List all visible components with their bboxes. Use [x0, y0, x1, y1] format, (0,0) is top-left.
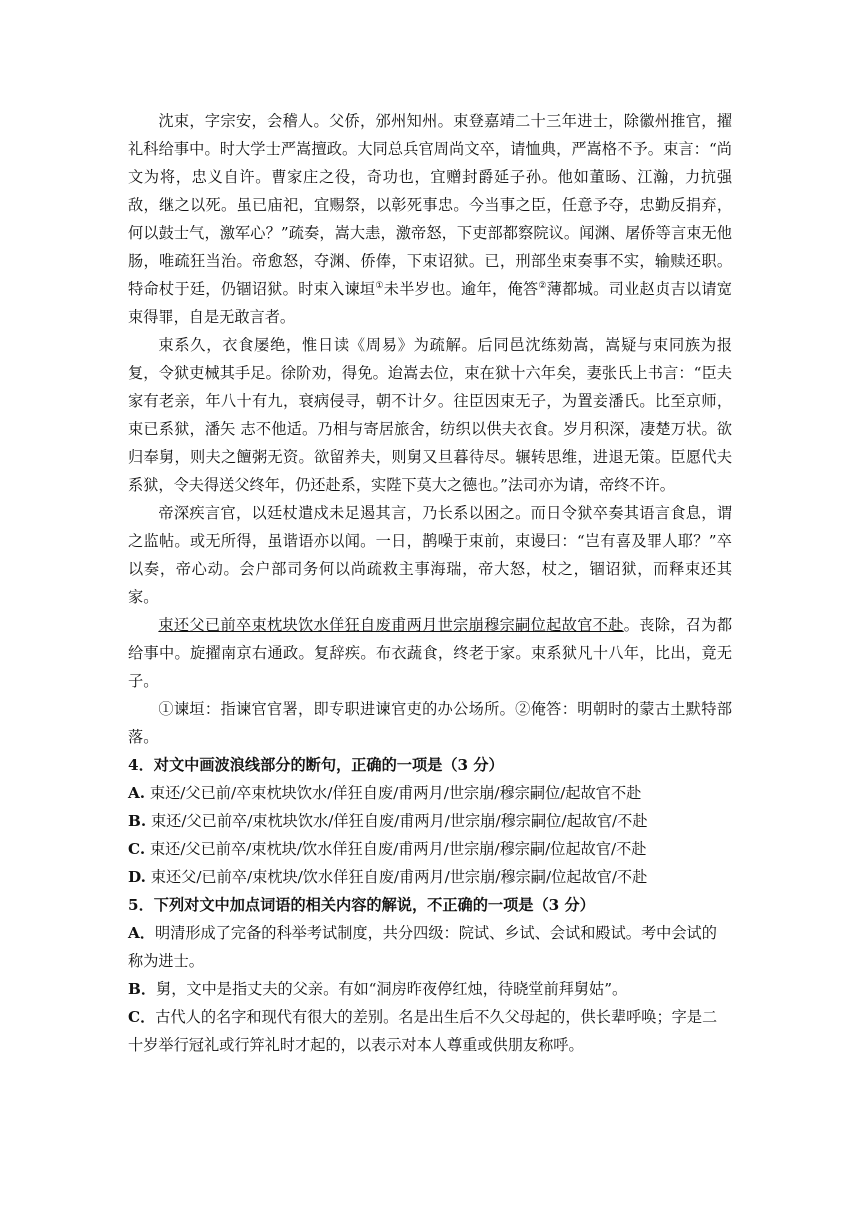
option-text: 束还/父已前卒/束枕块饮水/佯狂自废/甫两月/世宗崩/穆宗嗣位/起故官/不赴	[150, 812, 648, 830]
passage-text: 沈束，字宗安，会稽人。父侨，邠州知州。束登嘉靖二十三年进士，除徽州推官，擢礼科给事中。时大学士严嵩擅政。大同总兵官周尚文卒，请恤典，严嵩格不予。束言：“尚文为将，忠义自许。曹家庄之役，奇功也，宜赠封爵延子孙。他如董旸、江瀚，力抗强敌，继之以死。虽已庙祀，宜赐祭，以彰死事忠。今当事之臣，任意予夺，忠勤反捐弃，何以鼓士气，激军心？”疏奏，嵩大恚，激帝怒，下吏部都察院议。闻渊、屠侨等言束无他肠，唯疏狂当治。帝愈怒，夺渊、侨俸，下束诏狱。已，刑部坐束奏事不实，输赎还职。特命杖于廷，仍锢诏狱。时束入谏垣	[128, 112, 732, 298]
option-text: 明清形成了完备的科举考试制度，共分四级：院试、乡试、会试和殿试。考中会试的称为进士。	[128, 924, 717, 970]
question-4-option-c	[128, 835, 732, 863]
option-letter: D.	[128, 868, 146, 886]
option-letter: B.	[128, 812, 147, 830]
document-page	[128, 107, 732, 1059]
option-text: 古代人的名字和现代有很大的差别。名是出生后不久父母起的，供长辈呼唤；字是二十岁举行冠礼或行笄礼时才起的，以表示对本人尊重或供朋友称呼。	[128, 1008, 718, 1054]
question-4-stem: 4．对文中画波浪线部分的断句，正确的一项是（3 分）	[128, 756, 504, 774]
option-letter: C.	[128, 840, 146, 858]
option-letter: C．	[128, 1008, 156, 1026]
question-4-option-a	[128, 779, 732, 807]
footnote-marker-2: ②	[538, 280, 547, 291]
option-text: 舅，文中是指丈夫的父亲。有如“洞房昨夜停红烛，待晓堂前拜舅姑”。	[156, 980, 628, 998]
option-text: 束还/父已前/卒束枕块饮水/佯狂自废/甫两月/世宗崩/穆宗嗣位/起故官不赴	[149, 784, 642, 802]
passage-text: 薄都城。司业赵贞吉以请宽束得罪，自是无敢言者。	[128, 280, 732, 326]
footnote-marker-1: ①	[375, 280, 384, 291]
question-5-option-c	[128, 1003, 732, 1059]
passage-paragraph-1	[128, 107, 732, 331]
question-5-stem: 5．下列对文中加点词语的相关内容的解说，不正确的一项是（3 分）	[128, 896, 595, 914]
footnote: ①谏垣：指谏官官署，即专职进谏官吏的办公场所。②俺答：明朝时的蒙古土默特部落。	[128, 700, 732, 746]
passage-text: 。丧除，召为都给事中。旋擢南京右通政。复辞疾。布衣蔬食，终老于家。束系狱凡十八年，比出，竟无子。	[128, 616, 733, 690]
passage-paragraph-3: 帝深疾言官，以廷杖遣戍未足遏其言，乃长系以困之。而日令狱卒奏其语言食息，谓之监帖。或无所得，虽谐语亦以闻。一日，鹊噪于束前，束谩曰：“岂有喜及罪人耶？”卒以奏，帝心动。会户部司务何以尚疏救主事海瑞，帝大怒，杖之，锢诏狱，而释束还其家。	[128, 504, 732, 606]
underlined-sentence: 束还父已前卒束枕块饮水佯狂自废甫两月世宗崩穆宗嗣位起故官不赴	[158, 616, 624, 634]
question-5-option-a	[128, 919, 732, 975]
passage-text: 未半岁也。逾年，俺答	[383, 280, 539, 298]
question-4-option-d	[128, 863, 732, 891]
passage-paragraph-4	[128, 611, 732, 695]
passage-paragraph-2: 束系久，衣食屡绝，惟日读《周易》为疏解。后同邑沈练劾嵩，嵩疑与束同族为报复，令狱吏械其手足。徐阶劝，得免。迨嵩去位，束在狱十六年矣，妻张氏上书言：“臣夫家有老亲，年八十有九，衰病侵寻，朝不计夕。往臣因束无子，为置妾潘氏。比至京师，束已系狱，潘矢 志不他适。乃相与寄居旅舍，纺织以供夫衣食。岁月积深，凄楚万状。欲归奉舅，则夫之饘粥无资。欲留养夫，则舅又旦暮待尽。辗转思维，进退无策。臣愿代夫系狱，令夫得送父终年，仍还赴系，实陛下莫大之德也。”法司亦为请，帝终不许。	[128, 336, 732, 494]
question-5-option-b	[128, 975, 732, 1003]
option-letter: B．	[128, 980, 157, 998]
option-letter: A.	[128, 784, 146, 802]
option-letter: A．	[128, 924, 155, 942]
option-text: 束还父/已前卒/束枕块/饮水佯狂自废/甫两月/世宗崩/穆宗嗣/位起故官/不赴	[150, 868, 648, 886]
option-text: 束还/父已前卒/束枕块/饮水佯狂自废/甫两月/世宗崩/穆宗嗣/位起故官/不赴	[149, 840, 647, 858]
question-4-option-b	[128, 807, 732, 835]
